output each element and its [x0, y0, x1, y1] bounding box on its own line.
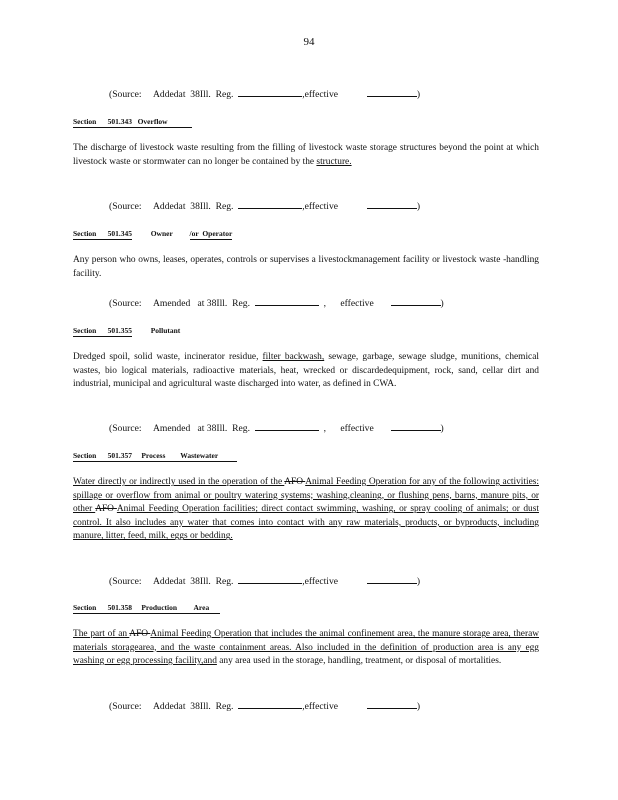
definition-owner-operator: Any person who owns, leases, operates, controls or supervises a livestockmanagement facility or livestock waste -handling facility. [73, 255, 539, 279]
section-heading: Section 501.355 Pollutant [73, 326, 181, 335]
source-line [109, 87, 420, 100]
definition-process-wastewater: Water directly or indirectly used in the operation of the AFO Animal Feeding Operation for any of the following activities: spillage or overflow from animal or poultry watering systems; washing,cleaning, or flushing pens, barns, manure pits, or other AFO Animal Feeding Operation facilities; direct contact swimming, washing, or spray cooling of animals; or dust control. It also includes any water that comes into contact with any raw materials, products, or byproducts, including manure, litter, feed, milk, eggs or bedding. [73, 477, 539, 542]
source-line: (Source: Addedat 38Ill. Reg. ,effective ) [109, 201, 421, 212]
definition-production-area: The part of an AFO Animal Feeding Operation that includes the animal confinement area, the manure storage area, theraw materials storagearea, and the waste containment areas. Also included in the definition of production area is any egg washing or egg processing facility,and any area used in the storage, handling, treatment, or disposal of mortalities. [73, 629, 539, 667]
definition-overflow: The discharge of livestock waste resulting from the filling of livestock waste storage structures beyond the point at which livestock waste or stormwater can no longer be contained by the structure. [73, 143, 539, 167]
section-heading: Section 501.345 Owner /or Operator [73, 229, 233, 238]
source-open: (Source: [109, 89, 142, 100]
blank-line [367, 87, 417, 97]
source-close: ) [416, 89, 421, 100]
source-line: (Source: Amended at 38Ill. Reg. , effective ) [109, 423, 444, 434]
source-reg: Addedat 38Ill. Reg. [152, 89, 234, 100]
source-line: (Source: Amended at 38Ill. Reg. , effective ) [109, 298, 444, 309]
definition-pollutant: Dredged spoil, solid waste, incinerator residue, filter backwash, sewage, garbage, sewage sludge, munitions, chemical wastes, bio logical materials, radioactive materials, heat, wrecked or discardedequipment, rock, sand, cellar dirt and industrial, municipal and agricultural waste discharged into water, as defined in CWA. [73, 352, 539, 390]
section-heading: Section 501.357 Process Wastewater [73, 451, 237, 460]
source-line: (Source: Addedat 38Ill. Reg. ,effective ) [109, 576, 421, 587]
source-effective: ,effective [302, 89, 339, 100]
blank-line [238, 87, 302, 97]
page-number: 94 [303, 36, 315, 48]
section-heading: Section 501.343 Overflow [73, 117, 192, 126]
section-heading: Section 501.358 Production Area [73, 603, 220, 612]
source-line: (Source: Addedat 38Ill. Reg. ,effective ) [109, 701, 421, 712]
